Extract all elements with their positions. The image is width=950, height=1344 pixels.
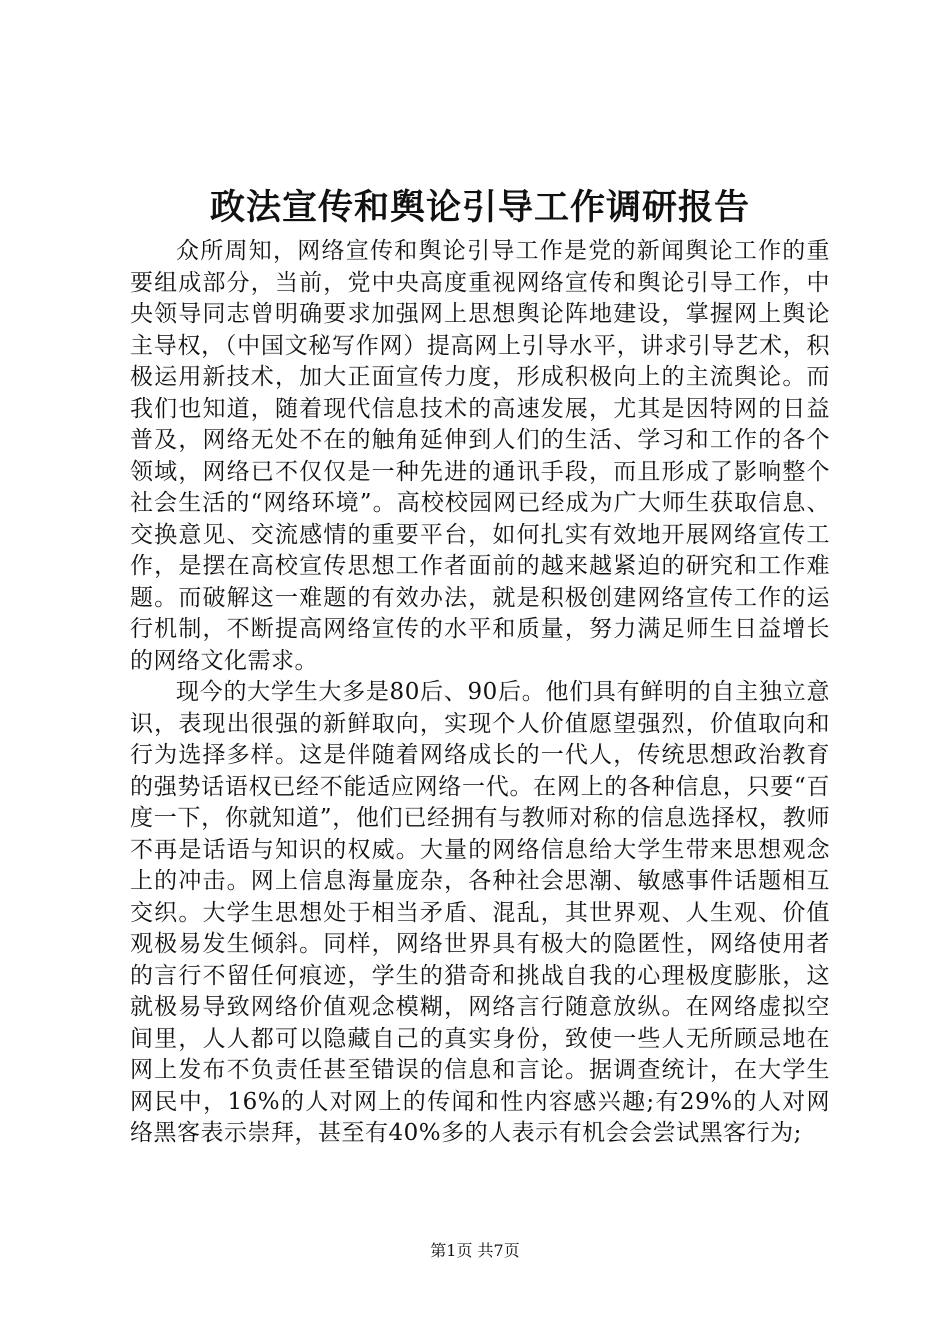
document-title: 政法宣传和舆论引导工作调研报告 <box>209 187 750 228</box>
page-number-footer: 第1页 共7页 <box>430 1241 520 1260</box>
paragraph-students: 现今的大学生大多是80后、90后。他们具有鲜明的自主独立意识，表现出很强的新鲜取向，实现个人价值愿望强烈，价值取向和行为选择多样。这是伴随着网络成长的一代人，传统思想政治教育的强势话语权已经不能适应网络一代。在网上的各种信息，只要“百度一下，你就知道”，他们已经拥有与教师对称的信息选择权，教师不再是话语与知识的权威。大量的网络信息给大学生带来思想观念上的冲击。网上信息海量庞杂，各种社会思潮、敏感事件话题相互交织。大学生思想处于相当矛盾、混乱，其世界观、人生观、价值观极易发生倾斜。同样，网络世界具有极大的隐匿性，网络使用者的言行不留任何痕迹，学生的猎奇和挑战自我的心理极度膨胀，这就极易导致网络价值观念模糊，网络言行随意放纵。在网络虚拟空间里，人人都可以隐藏自己的真实身份，致使一些人无所顾忌地在网上发布不负责任甚至错误的信息和言论。据调查统计，在大学生网民中，16%的人对网上的传闻和性内容感兴趣;有29%的人对网络黑客表示崇拜，甚至有40%多的人表示有机会会尝试黑客行为; <box>130 679 830 1146</box>
document-body <box>130 236 830 1150</box>
paragraph-intro: 众所周知，网络宣传和舆论引导工作是党的新闻舆论工作的重要组成部分，当前，党中央高度重视网络宣传和舆论引导工作，中央领导同志曾明确要求加强网上思想舆论阵地建设，掌握网上舆论主导权，（中国文秘写作网）提高网上引导水平，讲求引导艺术，积极运用新技术，加大正面宣传力度，形成积极向上的主流舆论。而我们也知道，随着现代信息技术的高速发展，尤其是因特网的日益普及，网络无处不在的触角延伸到人们的生活、学习和工作的各个领域，网络已不仅仅是一种先进的通讯手段，而且形成了影响整个社会生活的“网络环境”。高校校园网已经成为广大师生获取信息、交换意见、交流感情的重要平台，如何扎实有效地开展网络宣传工作，是摆在高校宣传思想工作者面前的越来越紧迫的研究和工作难题。而破解这一难题的有效办法，就是积极创建网络宣传工作的运行机制，不断提高网络宣传的水平和质量，努力满足师生日益增长的网络文化需求。 <box>130 238 830 674</box>
